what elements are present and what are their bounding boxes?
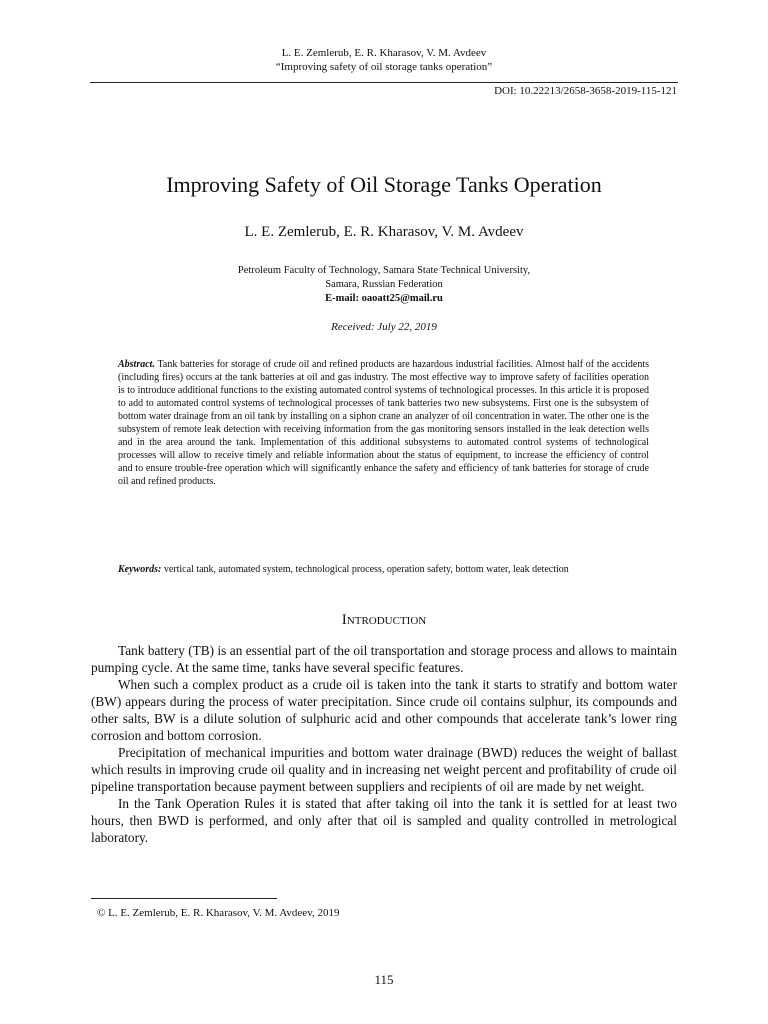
footnote-rule xyxy=(91,898,277,899)
doi: DOI: 10.22213/2658-3658-2019-115-121 xyxy=(494,85,677,97)
introduction-body xyxy=(91,642,677,846)
affiliation-line-1: Petroleum Faculty of Technology, Samara State Technical University, xyxy=(237,265,531,276)
paper-authors: L. E. Zemlerub, E. R. Kharasov, V. M. Avdeev xyxy=(244,224,524,240)
running-head xyxy=(0,46,768,74)
abstract-label: Abstract. xyxy=(118,359,155,370)
paragraph-1: Tank battery (TB) is an essential part of the oil transportation and storage process and allows to maintain pumping cycle. At the same time, tanks have several specific features. xyxy=(91,643,677,675)
paper-title: Improving Safety of Oil Storage Tanks Operation xyxy=(166,172,602,197)
section-heading-introduction: Introduction xyxy=(341,612,427,628)
header-rule xyxy=(90,82,678,83)
keywords-text: vertical tank, automated system, technological process, operation safety, bottom water, leak detection xyxy=(161,564,569,575)
affiliation xyxy=(0,264,768,306)
copyright-footnote: © L. E. Zemlerub, E. R. Kharasov, V. M. Avdeev, 2019 xyxy=(97,907,340,919)
keywords xyxy=(118,563,649,576)
keywords-label: Keywords: xyxy=(118,564,162,575)
running-head-title: “Improving safety of oil storage tanks operation” xyxy=(275,61,493,73)
paragraph-2: When such a complex product as a crude oil is taken into the tank it starts to stratify and bottom water (BW) appears during the process of water precipitation. Since crude oil contains sulphur, its compounds and other salts, BW is a dilute solution of sulphuric acid and other compounds that accelerate tank’s lower ring corrosion and bottom corrosion. xyxy=(91,677,677,743)
abstract-text: Tank batteries for storage of crude oil and refined products are hazardous industrial facilities. Almost half of the accidents (including fires) occurs at the tank batteries at oil and gas industry. The most effective way to improve safety of facilities operation is to introduce additional functions to the existing automated control systems of technological processes. In this article it is proposed to add to automated control systems of technological processes of tank batteries two new subsystems. First one is the subsystem of bottom water drainage from an oil tank by installing on a siphon crane an analyzer of oil concentration in water. The other one is the subsystem of remote leak detection with receiving information from the gas monitoring sensors installed in the leak detection wells and in the area around the tank. Implementation of this additional subsystems to automated control systems of technological processes will allow to receive timely and reliable information about the status of equipment, to increase the efficiency of control and to ensure trouble-free operation which will significantly enhance the safety and efficiency of tank batteries for storage of crude oil and refined products. xyxy=(118,359,649,487)
received-date: Received: July 22, 2019 xyxy=(331,321,437,333)
paragraph-3: Precipitation of mechanical impurities and bottom water drainage (BWD) reduces the weight of ballast which results in improving crude oil quality and in increasing net weight percent and profitability of crude oil pipeline transportation because payment between suppliers and recipients of oil are made by net weight. xyxy=(91,745,677,794)
affiliation-email: E-mail: oaoatt25@mail.ru xyxy=(325,293,443,304)
running-head-authors: L. E. Zemlerub, E. R. Kharasov, V. M. Avdeev xyxy=(281,47,487,59)
affiliation-line-2: Samara, Russian Federation xyxy=(325,279,443,290)
paragraph-4: In the Tank Operation Rules it is stated that after taking oil into the tank it is settled for at least two hours, then BWD is performed, and only after that oil is sampled and quality controlled in metrological laboratory. xyxy=(91,796,677,845)
abstract xyxy=(118,358,649,488)
page-number: 115 xyxy=(374,972,394,987)
